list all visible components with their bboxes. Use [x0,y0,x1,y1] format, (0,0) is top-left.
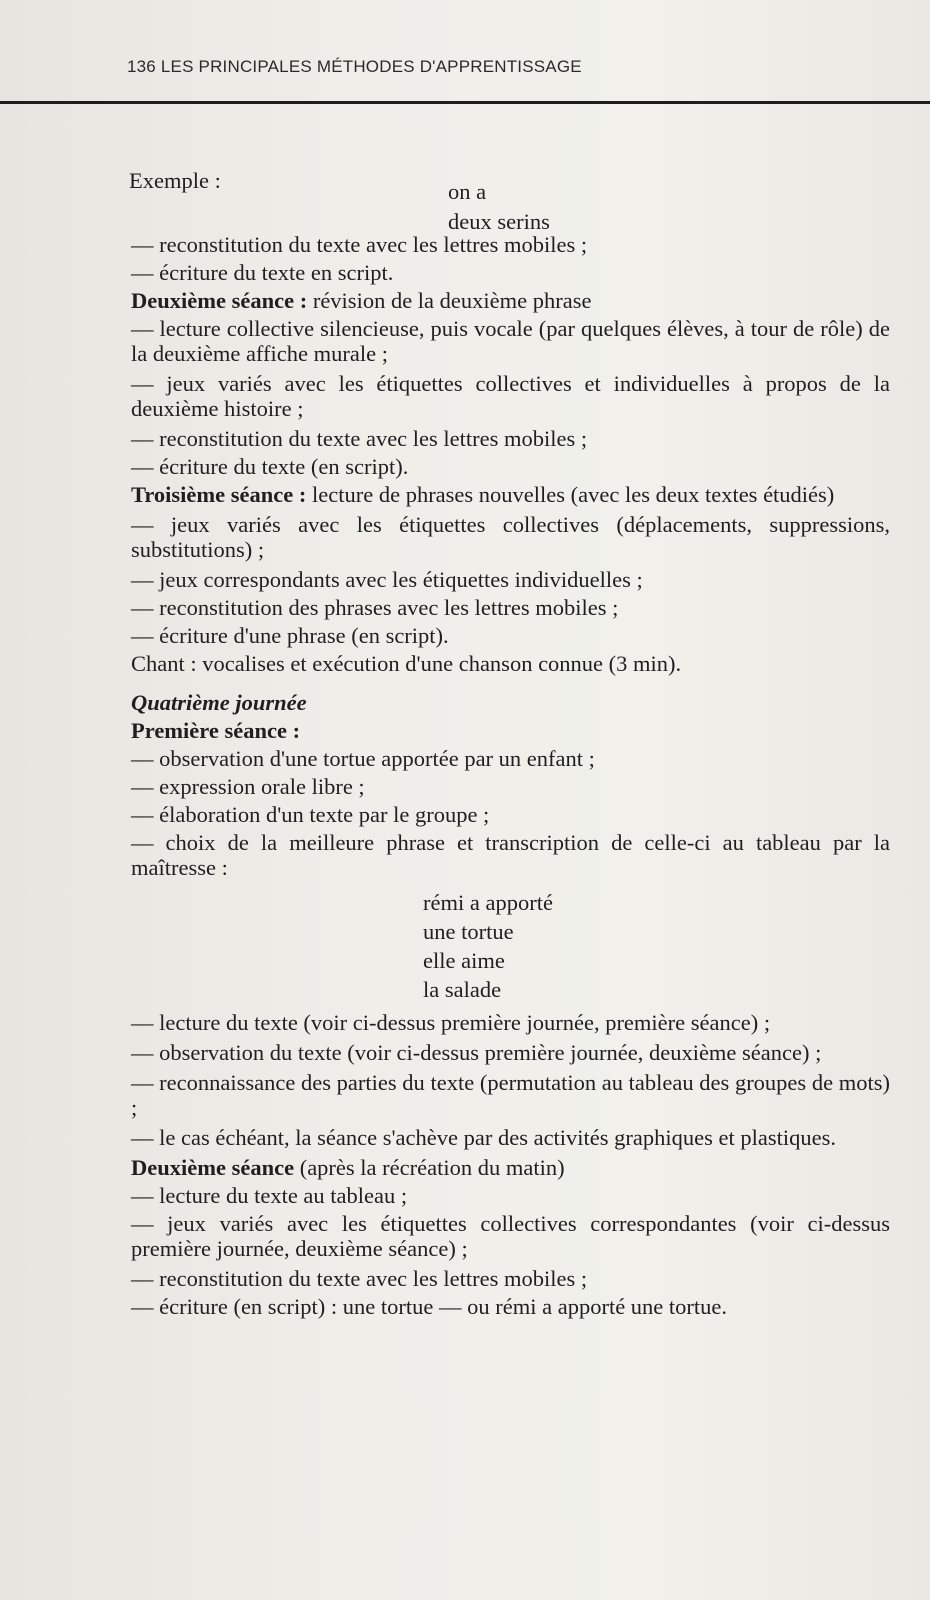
running-head: 136 LES PRINCIPALES MÉTHODES D'APPRENTISSAGE [127,57,582,76]
session-heading [131,288,890,313]
list-item: — reconstitution du texte avec les lettres mobiles ; [131,426,588,451]
list-item: — reconstitution des phrases avec les lettres mobiles ; [131,595,619,620]
board-line: elle aime [423,948,505,973]
session-title: Deuxième séance [131,1155,295,1180]
list-item: — jeux variés avec les étiquettes collectives (déplacements, suppressions, substitutions) ; [131,512,890,562]
board-line: une tortue [423,919,514,944]
board-line: rémi a apporté [423,890,553,915]
list-item: — écriture du texte en script. [131,260,394,285]
example-line: deux serins [448,209,550,234]
session-subtitle: (après la récréation du matin) [294,1155,565,1180]
list-item: — lecture du texte (voir ci-dessus première journée, première séance) ; [131,1010,771,1035]
session-title: Deuxième séance : [131,288,308,313]
header-rule [0,101,930,104]
session-heading [131,482,890,507]
session-title: Troisième séance : [131,482,307,507]
session-subtitle: lecture de phrases nouvelles (avec les deux textes étudiés) [306,482,835,507]
list-item: — expression orale libre ; [131,774,365,799]
session-subtitle: révision de la deuxième phrase [307,288,592,313]
example-line: on a [448,179,487,204]
list-item: — observation du texte (voir ci-dessus première journée, deuxième séance) ; [131,1040,822,1065]
list-item: — observation d'une tortue apportée par un enfant ; [131,746,595,771]
list-item: — reconstitution du texte avec les lettres mobiles ; [131,1266,588,1291]
list-item: — choix de la meilleure phrase et transcription de celle-ci au tableau par la maîtresse : [131,830,890,880]
example-label: Exemple : [129,168,221,193]
page-body [131,168,890,1322]
list-item: — lecture du texte au tableau ; [131,1183,408,1208]
list-item: — écriture d'une phrase (en script). [131,623,449,648]
list-item: — jeux correspondants avec les étiquettes individuelles ; [131,567,643,592]
example-lines [448,177,550,237]
session-heading [131,1155,890,1180]
example-block [129,168,890,234]
chant-line: Chant : vocalises et exécution d'une chanson connue (3 min). [131,651,682,676]
list-item: — reconstitution du texte avec les lettres mobiles ; [131,232,588,257]
board-line: la salade [423,977,502,1002]
list-item: — élaboration d'un texte par le groupe ; [131,802,490,827]
list-item: — jeux variés avec les étiquettes collectives correspondantes (voir ci-dessus première journée, deuxième séance) ; [131,1211,890,1261]
list-item: — reconnaissance des parties du texte (permutation au tableau des groupes de mots) ; [131,1070,890,1120]
session-title: Première séance : [131,718,301,743]
day-heading: Quatrième journée [131,690,307,715]
list-item: — écriture (en script) : une tortue — ou rémi a apporté une tortue. [131,1294,728,1319]
list-item: — le cas échéant, la séance s'achève par des activités graphiques et plastiques. [131,1125,837,1150]
list-item: — jeux variés avec les étiquettes collectives et individuelles à propos de la deuxième histoire ; [131,371,890,421]
list-item: — écriture du texte (en script). [131,454,409,479]
list-item: — lecture collective silencieuse, puis vocale (par quelques élèves, à tour de rôle) de la deuxième affiche murale ; [131,316,890,366]
board-text [423,888,890,1004]
